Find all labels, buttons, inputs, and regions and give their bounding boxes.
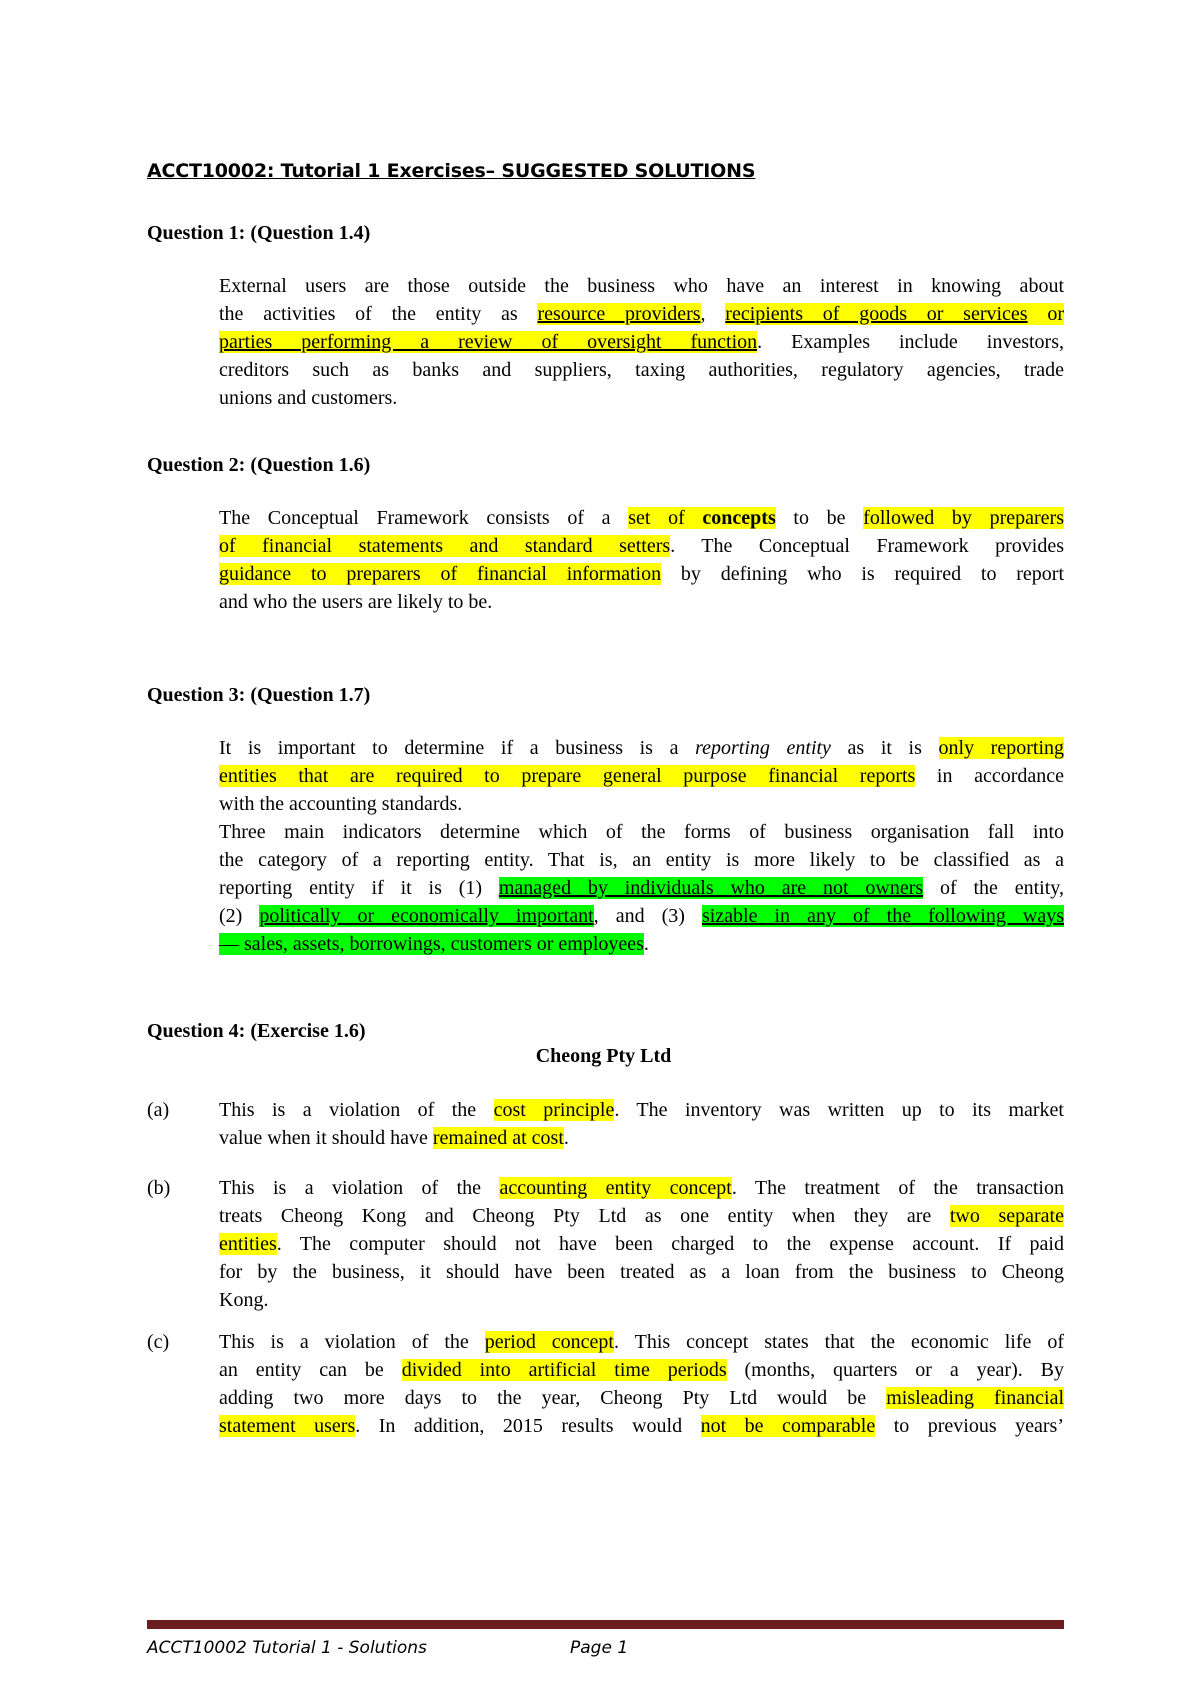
q1-text: , (700, 303, 726, 325)
item-c-answer (219, 1328, 1064, 1440)
q3-text: of the entity, (923, 877, 1064, 899)
item-c-label: (c) (147, 1331, 170, 1353)
document-title: ACCT10002: Tutorial 1 Exercises– SUGGESTED SOLUTIONS (147, 160, 756, 182)
qc-text: to previous years’ (875, 1415, 1064, 1437)
item-b-label: (b) (147, 1177, 171, 1199)
question-1-answer (219, 272, 1064, 412)
qb-text: treats Cheong Kong and Cheong Pty Ltd as one entity when they are (219, 1205, 950, 1227)
highlight-set-of: set of (628, 507, 703, 529)
qc-line-2 (219, 1356, 1064, 1384)
qa-text: value when it should have (219, 1127, 433, 1149)
highlight-politically-important: politically or economically important (259, 905, 594, 927)
footer-divider (147, 1620, 1064, 1629)
footer-document-name: ACCT10002 Tutorial 1 - Solutions (147, 1638, 427, 1658)
footer-page-number: Page 1 (570, 1638, 629, 1658)
highlight-artificial-periods: divided into artificial time periods (401, 1359, 727, 1381)
q1-line-3 (219, 328, 1064, 356)
qa-text: . (563, 1127, 569, 1149)
qc-line-4 (219, 1412, 1064, 1440)
q1-text: parties performing a review of oversight function (219, 331, 758, 353)
q3-line-7 (219, 902, 1064, 930)
highlight-review-oversight (219, 331, 757, 353)
q1-line-5 (219, 384, 1064, 412)
qa-text: This is a violation of the (219, 1099, 494, 1121)
q1-line-1 (219, 272, 1064, 300)
highlight-standard-setters: of financial statements and standard setters (219, 535, 671, 557)
q3-text: It is important to determine if a business is a (219, 737, 696, 759)
q3-line-2 (219, 762, 1064, 790)
qc-text: . In addition, 2015 results would (355, 1415, 701, 1437)
qc-text: an entity can be (219, 1359, 402, 1381)
q3-text: , and (3) (593, 905, 702, 927)
question-1-heading: Question 1: (Question 1.4) (147, 222, 371, 244)
qc-text: . This concept states that the economic life of (614, 1331, 1064, 1353)
highlight-recipients: recipients of goods or services (725, 303, 1028, 325)
q1-text: or (1027, 303, 1064, 325)
highlight-concepts: concepts (702, 507, 776, 529)
q1-text: creditors such as banks and suppliers, taxing authorities, regulatory agencies, trade (219, 359, 1064, 381)
q2-line-2 (219, 532, 1064, 560)
question-3-heading: Question 3: (Question 1.7) (147, 684, 371, 706)
q1-text: . Examples include investors, (757, 331, 1064, 353)
qc-text: This is a violation of the (219, 1331, 485, 1353)
highlight-not-owners: managed by individuals who are not owners (498, 877, 924, 899)
qb-text: . The treatment of the transaction (731, 1177, 1064, 1199)
q1-text: External users are those outside the business who have an interest in knowing about (219, 275, 1064, 297)
q2-text: by defining who is required to report (661, 563, 1065, 585)
qb-text: for by the business, it should have been treated as a loan from the business to Cheong (219, 1261, 1064, 1283)
qc-text: adding two more days to the year, Cheong Pty Ltd would be (219, 1387, 887, 1409)
qc-line-1 (219, 1328, 1064, 1356)
highlight-resource-providers: resource providers (537, 303, 701, 325)
highlight-accounting-entity: accounting entity concept (499, 1177, 732, 1199)
highlight-entities: entities (219, 1233, 277, 1255)
q2-line-1 (219, 504, 1064, 532)
q3-text: (2) (219, 905, 260, 927)
q1-text: unions and customers. (219, 387, 398, 409)
q1-line-4 (219, 356, 1064, 384)
item-a-label: (a) (147, 1099, 170, 1121)
question-3-answer (219, 734, 1064, 958)
qb-line-4 (219, 1258, 1064, 1286)
q3-line-4 (219, 818, 1064, 846)
q2-text: and who the users are likely to be. (219, 591, 493, 613)
question-4-heading: Question 4: (Exercise 1.6) (147, 1020, 366, 1042)
q2-line-4 (219, 588, 1064, 616)
q3-text: Three main indicators determine which of the forms of business organisation fall into (219, 821, 1064, 843)
highlight-only-reporting: only reporting (938, 737, 1064, 759)
question-2-heading: Question 2: (Question 1.6) (147, 454, 371, 476)
qb-line-2 (219, 1202, 1064, 1230)
qb-text: . The computer should not have been charged to the expense account. If paid (276, 1233, 1064, 1255)
q3-line-5 (219, 846, 1064, 874)
qa-line-2 (219, 1124, 1064, 1152)
q3-text: the category of a reporting entity. That is, an entity is more likely to be classified as a (219, 849, 1064, 871)
item-b-answer (219, 1174, 1064, 1314)
q2-text: . The Conceptual Framework provides (670, 535, 1065, 557)
q3-line-1 (219, 734, 1064, 762)
q3-text: reporting entity if it is (1) (219, 877, 499, 899)
item-a-answer (219, 1096, 1064, 1152)
company-name: Cheong Pty Ltd (535, 1045, 672, 1067)
highlight-two-separate: two separate (949, 1205, 1064, 1227)
q1-text: the activities of the entity as (219, 303, 538, 325)
q3-line-3 (219, 790, 1064, 818)
q2-text: to be (775, 507, 864, 529)
q3-text: with the accounting standards. (219, 793, 463, 815)
highlight-size-measures: — sales, assets, borrowings, customers or employees (219, 933, 644, 955)
highlight-guidance: guidance to preparers of financial information (219, 563, 662, 585)
q3-text: as it is (830, 737, 939, 759)
highlight-misleading: misleading financial (886, 1387, 1064, 1409)
highlight-period-concept: period concept (484, 1331, 614, 1353)
highlight-general-purpose: entities that are required to prepare general purpose financial reports (219, 765, 916, 787)
q2-text: The Conceptual Framework consists of a (219, 507, 629, 529)
highlight-not-comparable: not be comparable (700, 1415, 876, 1437)
q3-text: . (643, 933, 649, 955)
q2-line-3 (219, 560, 1064, 588)
q1-line-2 (219, 300, 1064, 328)
highlight-sizable: sizable in any of the following ways (701, 905, 1064, 927)
question-2-answer (219, 504, 1064, 616)
qb-line-1 (219, 1174, 1064, 1202)
highlight-statement-users: statement users (219, 1415, 356, 1437)
qa-text: . The inventory was written up to its market (614, 1099, 1064, 1121)
qb-text: Kong. (219, 1289, 269, 1311)
qb-line-3 (219, 1230, 1064, 1258)
q3-italic-reporting-entity: reporting entity (695, 737, 831, 759)
q3-text: in accordance (915, 765, 1064, 787)
q3-line-6 (219, 874, 1064, 902)
qc-line-3 (219, 1384, 1064, 1412)
qa-line-1 (219, 1096, 1064, 1124)
q3-line-8 (219, 930, 1064, 958)
highlight-cost-principle: cost principle (493, 1099, 615, 1121)
qc-text: (months, quarters or a year). By (726, 1359, 1064, 1381)
highlight-followed-by-preparers: followed by preparers (863, 507, 1064, 529)
highlight-remained-at-cost: remained at cost (432, 1127, 564, 1149)
qb-text: This is a violation of the (219, 1177, 500, 1199)
qb-line-5 (219, 1286, 1064, 1314)
